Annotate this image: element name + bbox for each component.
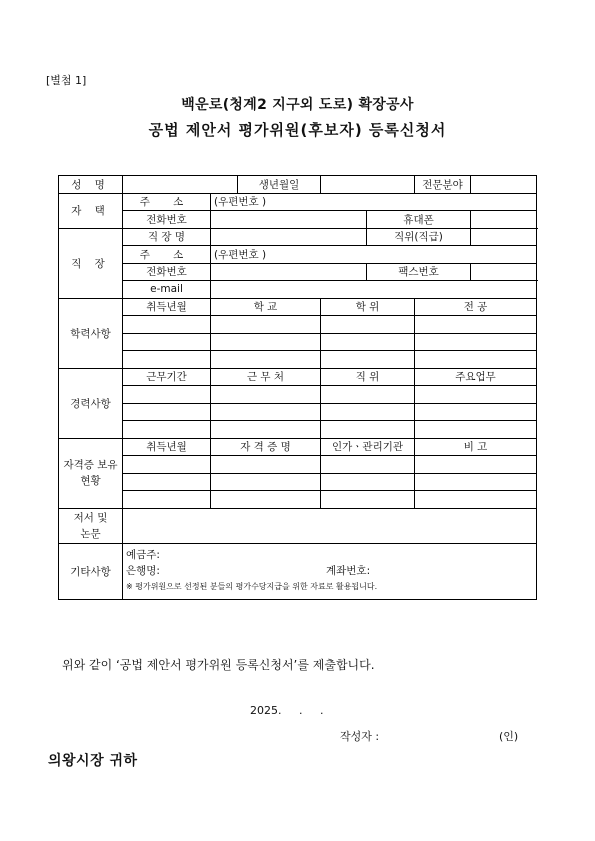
license-header-date: 취득년월 xyxy=(123,438,211,456)
home-label: 자 택 xyxy=(59,193,123,228)
writer-label: 작성자 : xyxy=(340,730,380,743)
mobile-label: 휴대폰 xyxy=(367,211,471,229)
career-row[interactable] xyxy=(59,421,537,439)
education-header-major: 전 공 xyxy=(415,298,537,316)
education-row[interactable] xyxy=(59,351,537,369)
mobile-field[interactable] xyxy=(471,211,537,229)
work-label: 직 장 xyxy=(59,228,123,298)
depositor-label: 예금주: xyxy=(126,548,160,561)
work-phone-field[interactable] xyxy=(211,263,367,281)
name-label: 성 명 xyxy=(59,176,123,194)
bank-label: 은행명: xyxy=(126,564,160,577)
position-rank-label: 직위(직급) xyxy=(367,228,471,246)
education-label: 학력사항 xyxy=(59,298,123,368)
license-header-remarks: 비 고 xyxy=(415,438,537,456)
company-field[interactable] xyxy=(211,228,367,246)
career-header-period: 근무기간 xyxy=(123,368,211,386)
license-row[interactable] xyxy=(59,473,537,491)
position-rank-field[interactable] xyxy=(471,228,537,246)
career-header-duties: 주요업무 xyxy=(415,368,537,386)
fax-field[interactable] xyxy=(471,263,537,281)
work-postal-text: (우편번호 ) xyxy=(214,248,267,261)
fax-label: 팩스번호 xyxy=(367,263,471,281)
home-address-field[interactable] xyxy=(211,193,537,211)
annex-label: [별첨 1] xyxy=(46,74,87,87)
license-header-authority: 인가ㆍ관리기관 xyxy=(321,438,415,456)
work-phone-label: 전화번호 xyxy=(123,263,211,281)
specialty-field[interactable] xyxy=(471,176,537,194)
email-label: e-mail xyxy=(123,281,211,299)
work-address-label: 주 소 xyxy=(123,246,211,264)
submission-statement: 위와 같이 ‘공법 제안서 평가위원 등록신청서’를 제출합니다. xyxy=(62,658,375,672)
seal-mark: (인) xyxy=(499,730,519,743)
birth-label: 생년월일 xyxy=(238,176,321,194)
payment-notice: ※ 평가위원으로 선정된 분들의 평가수당지급을 위한 자료로 활용됩니다. xyxy=(126,581,378,591)
education-header-date: 취득년월 xyxy=(123,298,211,316)
etc-field[interactable] xyxy=(123,543,537,599)
career-header-position: 직 위 xyxy=(321,368,415,386)
license-row[interactable] xyxy=(59,491,537,509)
birth-field[interactable] xyxy=(321,176,415,194)
home-postal-text: (우편번호 ) xyxy=(214,196,267,209)
education-row[interactable] xyxy=(59,333,537,351)
email-field[interactable] xyxy=(211,281,537,299)
education-header-degree: 학 위 xyxy=(321,298,415,316)
career-row[interactable] xyxy=(59,403,537,421)
name-field[interactable] xyxy=(123,176,238,194)
license-row[interactable] xyxy=(59,456,537,474)
career-header-workplace: 근 무 처 xyxy=(211,368,321,386)
education-header-school: 학 교 xyxy=(211,298,321,316)
education-row[interactable] xyxy=(59,316,537,334)
license-label: 자격증 보유현황 xyxy=(59,438,123,508)
work-address-field[interactable] xyxy=(211,246,537,264)
career-label: 경력사항 xyxy=(59,368,123,438)
home-address-label: 주 소 xyxy=(123,193,211,211)
career-row[interactable] xyxy=(59,386,537,404)
company-label: 직 장 명 xyxy=(123,228,211,246)
specialty-label: 전문분야 xyxy=(415,176,471,194)
document-title-project: 백운로(청계2 지구외 도로) 확장공사 xyxy=(181,97,414,113)
document-title-form: 공법 제안서 평가위원(후보자) 등록신청서 xyxy=(148,121,447,139)
books-field[interactable] xyxy=(123,508,537,543)
application-form-table xyxy=(58,175,537,600)
submission-date: 2025. . . xyxy=(250,704,324,717)
home-phone-field[interactable] xyxy=(211,211,367,229)
license-header-name: 자 격 증 명 xyxy=(211,438,321,456)
home-phone-label: 전화번호 xyxy=(123,211,211,229)
addressee: 의왕시장 귀하 xyxy=(48,753,138,769)
account-label: 계좌번호: xyxy=(326,564,371,577)
etc-label: 기타사항 xyxy=(59,543,123,599)
books-label: 저서 및 논문 xyxy=(59,508,123,543)
